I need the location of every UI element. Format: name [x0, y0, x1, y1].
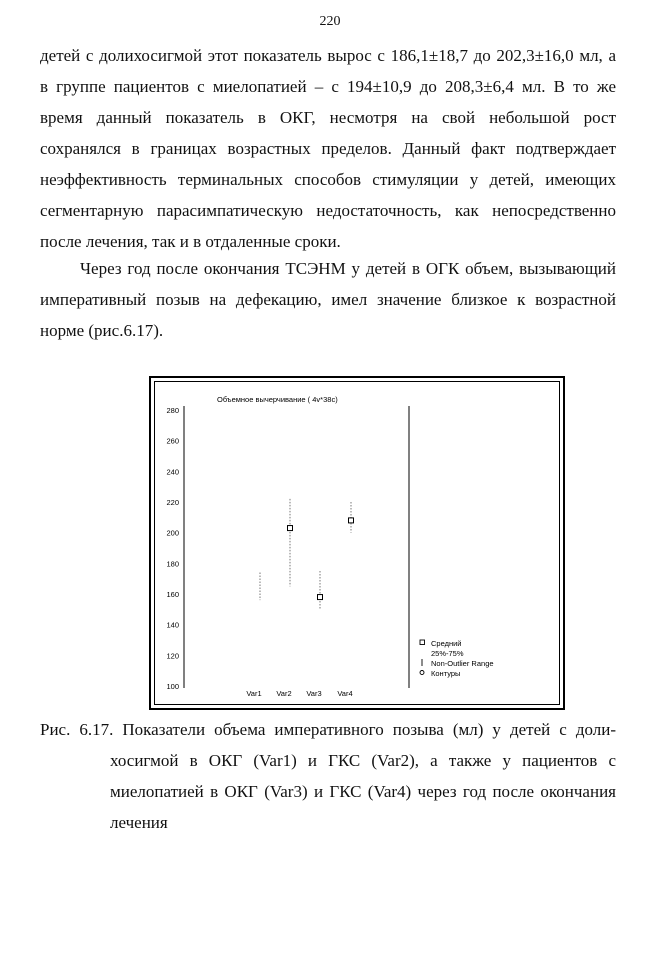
y-tick-labels	[166, 406, 179, 691]
legend-label: Средний	[431, 639, 462, 648]
legend-circle-icon	[420, 671, 424, 675]
text-line: норме (рис.6.17).	[40, 321, 164, 340]
mean-marker	[318, 595, 323, 600]
y-tick-label: 120	[166, 651, 179, 661]
x-tick-labels	[246, 689, 352, 698]
body-paragraph-1	[40, 40, 616, 257]
y-tick-label: 160	[166, 590, 179, 599]
x-tick-label: Var2	[276, 689, 292, 698]
x-tick-label: Var4	[337, 689, 353, 698]
text-line: неэффективность терминальных способов стимуляции у детей, имеющих	[40, 170, 616, 189]
y-tick-label: 240	[166, 467, 179, 477]
y-tick-label: 140	[166, 620, 179, 630]
text-line: после лечения, так и в отдаленные сроки.	[40, 232, 341, 251]
caption-line: Рис. 6.17. Показатели объема императивного позыва (мл) у детей с доли-	[40, 720, 616, 739]
y-tick-label: 180	[166, 559, 179, 569]
text-line: сохранялся в границах возрастных пределов. Данный факт подтверждает	[40, 139, 616, 158]
y-tick-label: 220	[166, 498, 179, 507]
y-tick-label: 200	[166, 528, 179, 538]
y-tick-label: 100	[166, 682, 179, 691]
legend-label: Non-Outlier Range	[431, 659, 494, 668]
page-number: 220	[319, 14, 341, 29]
chart-title: Объемное вычерчивание ( 4v*38c)	[217, 395, 338, 404]
mean-marker	[349, 518, 354, 523]
x-tick-label: Var1	[246, 689, 262, 698]
box-marks	[260, 499, 354, 609]
legend-label: Контуры	[431, 669, 461, 678]
figure-caption	[40, 714, 616, 838]
body-paragraph-2	[40, 253, 616, 346]
y-tick-label: 280	[166, 406, 179, 415]
text-line: детей с долихосигмой этот показатель вырос с 186,1±18,7 до 202,3±16,0 мл, а	[40, 46, 616, 65]
chart-legend	[420, 639, 494, 678]
legend-label: 25%-75%	[431, 649, 464, 658]
text-line: сегментарную парасимпатическую недостаточность, как непосредственно	[40, 201, 616, 220]
text-line: Через год после окончания ТСЭНМ у детей в ОГК объем, вызывающий	[80, 259, 616, 278]
text-line: в группе пациентов с миелопатией – с 194±10,9 до 208,3±6,4 мл. В то же	[40, 77, 616, 96]
caption-line: лечения	[110, 813, 168, 832]
legend-square-icon	[420, 640, 425, 645]
figure-box-plot	[149, 376, 565, 710]
text-line: время данный показатель в ОКГ, несмотря на свой небольшой рост	[40, 108, 616, 127]
chart-svg	[151, 378, 563, 708]
x-tick-label: Var3	[306, 689, 322, 698]
y-tick-label: 260	[166, 436, 179, 446]
caption-line: хосигмой в ОКГ (Var1) и ГКС (Var2), а также у пациентов с	[110, 751, 616, 770]
caption-line: миелопатией в ОКГ (Var3) и ГКС (Var4) через год после окончания	[110, 782, 616, 801]
mean-marker	[288, 526, 293, 531]
text-line: императивный позыв на дефекацию, имел значение близкое к возрастной	[40, 290, 616, 309]
